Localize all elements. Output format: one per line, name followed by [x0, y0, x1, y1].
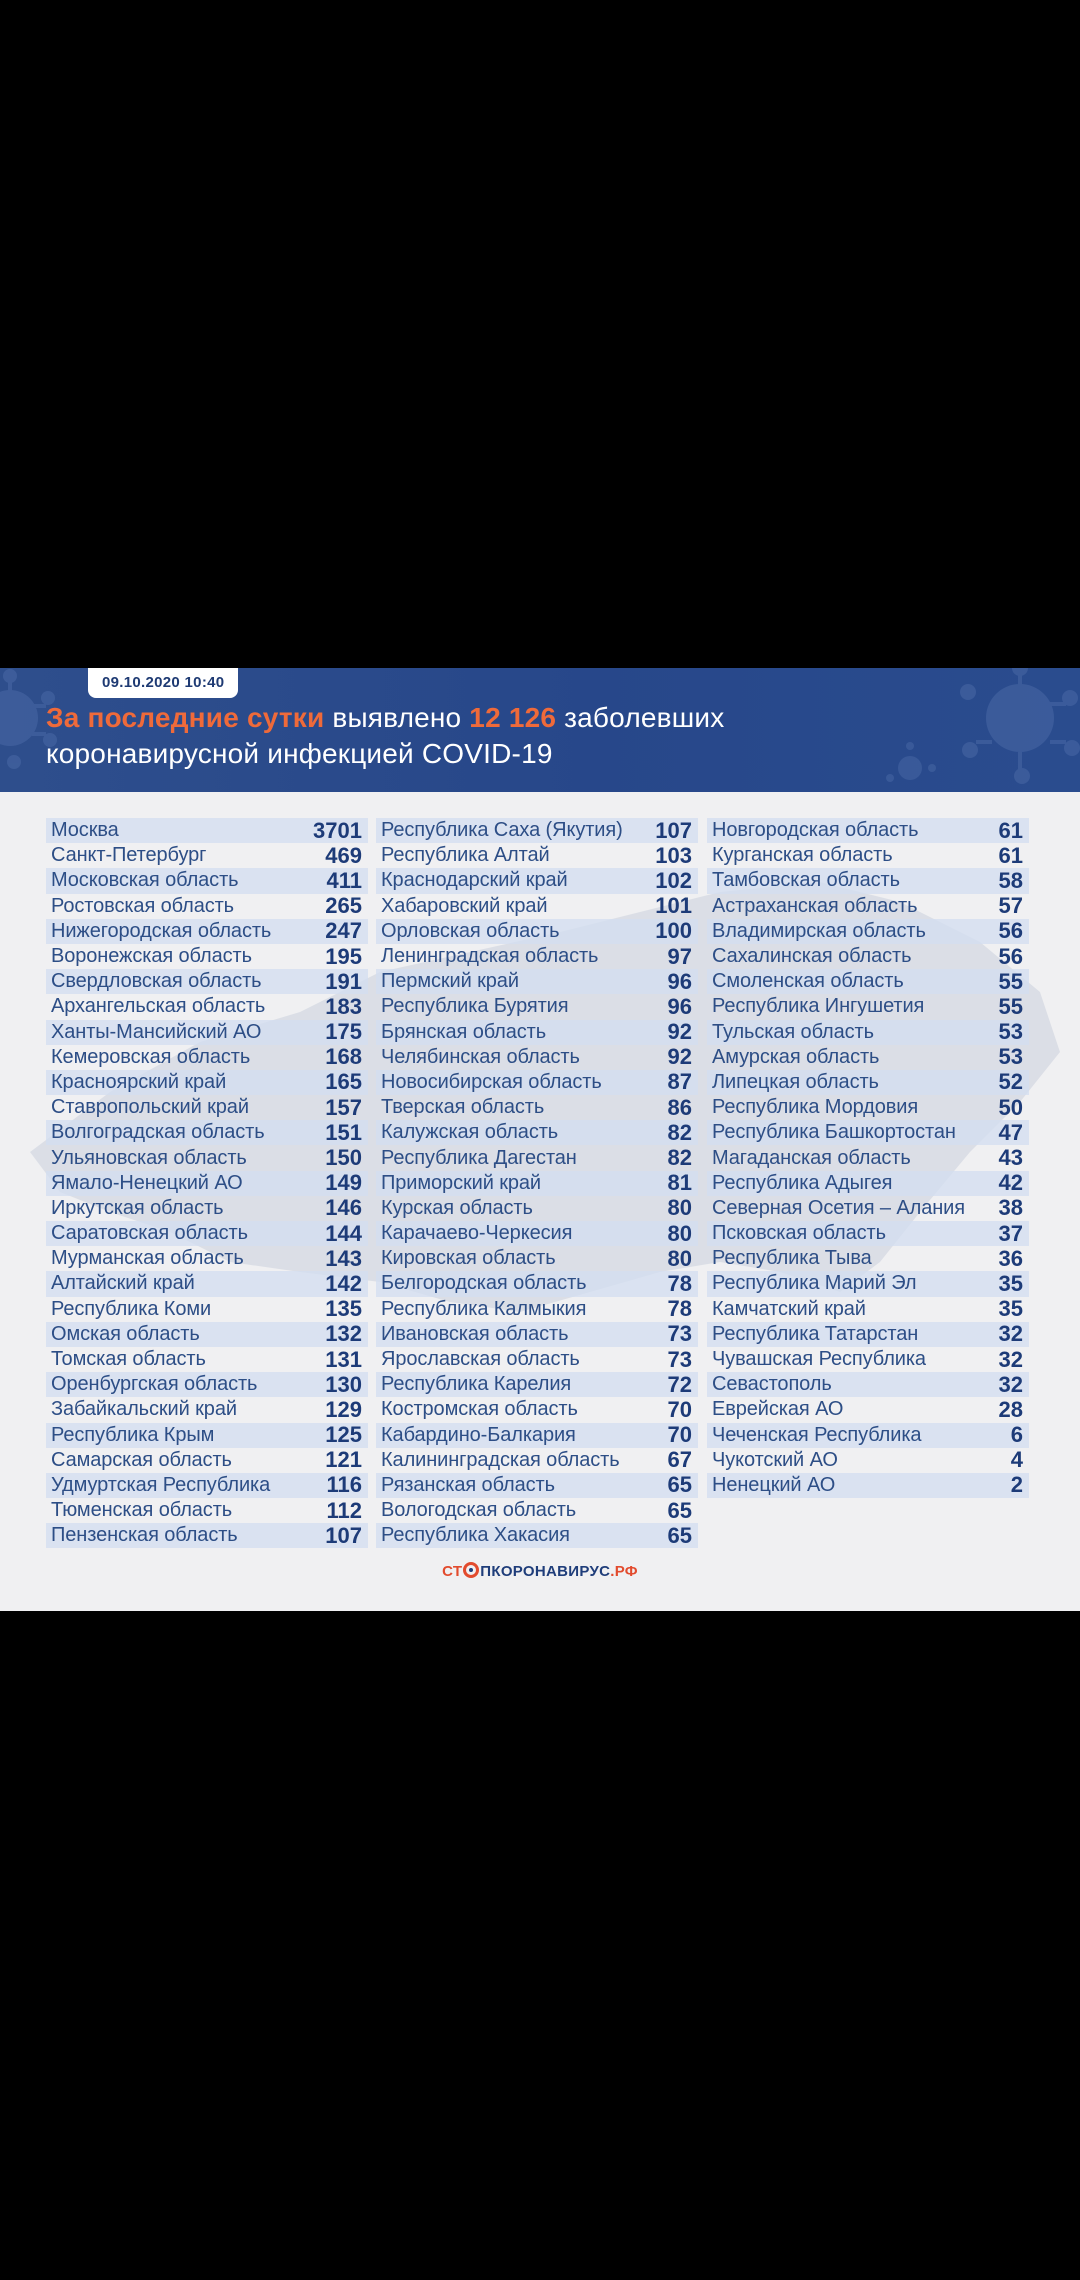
region-row	[376, 1448, 698, 1473]
region-case-count: 80	[667, 1245, 692, 1271]
region-case-count: 96	[667, 993, 692, 1019]
region-case-count: 65	[667, 1472, 692, 1498]
region-name: Владимирская область	[712, 919, 926, 942]
region-case-count: 132	[325, 1321, 362, 1347]
logo-text-mid: ПКОРОНАВИРУС	[480, 1563, 611, 1580]
headline	[46, 700, 946, 772]
region-row	[46, 1322, 368, 1347]
region-row	[707, 1423, 1029, 1448]
region-case-count: 411	[326, 867, 362, 893]
region-name: Свердловская область	[51, 970, 262, 993]
region-case-count: 65	[667, 1522, 692, 1548]
region-name: Костромская область	[381, 1398, 578, 1421]
region-row	[376, 868, 698, 893]
region-row	[376, 1523, 698, 1548]
region-name: Еврейская АО	[712, 1398, 844, 1421]
region-name: Москва	[51, 819, 119, 842]
region-row	[46, 1372, 368, 1397]
region-name: Брянская область	[381, 1020, 547, 1043]
region-row	[707, 1221, 1029, 1246]
region-name: Ставропольский край	[51, 1096, 249, 1119]
region-row	[46, 1423, 368, 1448]
region-name: Орловская область	[381, 919, 560, 942]
region-row	[46, 1020, 368, 1045]
region-name: Республика Алтай	[381, 844, 550, 867]
region-case-count: 125	[325, 1422, 362, 1448]
region-row	[46, 1221, 368, 1246]
region-name: Ярославская область	[381, 1348, 580, 1371]
region-name: Псковская область	[712, 1222, 886, 1245]
region-row	[707, 919, 1029, 944]
region-row	[376, 1271, 698, 1296]
region-name: Пермский край	[381, 970, 519, 993]
region-name: Иркутская область	[51, 1196, 224, 1219]
region-name: Астраханская область	[712, 894, 918, 917]
region-case-count: 87	[667, 1069, 692, 1095]
region-case-count: 6	[1010, 1422, 1023, 1448]
region-name: Санкт-Петербург	[51, 844, 207, 867]
region-case-count: 52	[998, 1069, 1023, 1095]
region-row	[46, 818, 368, 843]
region-row	[46, 1196, 368, 1221]
region-row	[46, 1347, 368, 1372]
region-name: Республика Крым	[51, 1423, 215, 1446]
region-case-count: 157	[325, 1094, 362, 1120]
region-row	[707, 1297, 1029, 1322]
region-case-count: 121	[325, 1447, 362, 1473]
region-row	[376, 1045, 698, 1070]
region-name: Рязанская область	[381, 1473, 555, 1496]
region-row	[376, 818, 698, 843]
region-name: Кемеровская область	[51, 1045, 251, 1068]
region-case-count: 61	[998, 817, 1023, 843]
region-row	[46, 1070, 368, 1095]
region-case-count: 53	[998, 1019, 1023, 1045]
region-row	[376, 1423, 698, 1448]
region-name: Курганская область	[712, 844, 893, 867]
region-name: Республика Тыва	[712, 1247, 872, 1270]
region-case-count: 32	[998, 1371, 1023, 1397]
region-name: Саратовская область	[51, 1222, 248, 1245]
region-case-count: 247	[325, 918, 362, 944]
region-row	[46, 843, 368, 868]
region-case-count: 35	[998, 1296, 1023, 1322]
region-case-count: 56	[998, 918, 1023, 944]
region-row	[46, 994, 368, 1019]
region-row	[376, 1372, 698, 1397]
region-case-count: 96	[667, 968, 692, 994]
region-row	[376, 969, 698, 994]
region-case-count: 80	[667, 1195, 692, 1221]
region-case-count: 142	[325, 1270, 362, 1296]
region-row	[707, 1145, 1029, 1170]
region-name: Республика Хакасия	[381, 1524, 570, 1547]
region-row	[707, 1171, 1029, 1196]
region-row	[46, 1473, 368, 1498]
region-case-count: 116	[326, 1472, 362, 1498]
date-badge: 09.10.2020 10:40	[88, 668, 238, 698]
region-case-count: 55	[998, 993, 1023, 1019]
region-name: Приморский край	[381, 1171, 541, 1194]
region-row	[376, 1221, 698, 1246]
region-case-count: 103	[655, 842, 692, 868]
region-case-count: 191	[325, 968, 362, 994]
region-case-count: 92	[667, 1044, 692, 1070]
region-case-count: 151	[325, 1119, 362, 1145]
region-row	[707, 1020, 1029, 1045]
region-name: Республика Калмыкия	[381, 1297, 587, 1320]
region-name: Воронежская область	[51, 945, 252, 968]
region-case-count: 35	[998, 1270, 1023, 1296]
region-case-count: 82	[667, 1145, 692, 1171]
region-row	[707, 994, 1029, 1019]
region-case-count: 102	[655, 867, 692, 893]
region-name: Белгородская область	[381, 1272, 587, 1295]
region-case-count: 195	[325, 943, 362, 969]
region-name: Омская область	[51, 1322, 200, 1345]
region-case-count: 70	[667, 1422, 692, 1448]
region-case-count: 53	[998, 1044, 1023, 1070]
region-case-count: 81	[667, 1170, 692, 1196]
region-case-count: 144	[325, 1220, 362, 1246]
region-row	[46, 944, 368, 969]
region-case-count: 4	[1010, 1447, 1023, 1473]
region-case-count: 82	[667, 1119, 692, 1145]
region-name: Ивановская область	[381, 1322, 569, 1345]
region-name: Нижегородская область	[51, 919, 272, 942]
region-case-count: 112	[326, 1497, 362, 1523]
region-name: Курская область	[381, 1196, 533, 1219]
region-row	[376, 1171, 698, 1196]
header-banner	[0, 668, 1080, 792]
region-case-count: 73	[667, 1346, 692, 1372]
region-row	[376, 1246, 698, 1271]
region-row	[707, 1120, 1029, 1145]
region-row	[376, 1145, 698, 1170]
region-row	[376, 994, 698, 1019]
region-row	[707, 818, 1029, 843]
region-case-count: 38	[998, 1195, 1023, 1221]
region-case-count: 107	[325, 1522, 362, 1548]
region-name: Хабаровский край	[381, 894, 548, 917]
region-row	[376, 1120, 698, 1145]
regions-column-3	[707, 818, 1029, 1498]
logo-text-right: .РФ	[610, 1563, 638, 1580]
region-name: Вологодская область	[381, 1499, 577, 1522]
region-row	[46, 1297, 368, 1322]
region-name: Камчатский край	[712, 1297, 866, 1320]
region-case-count: 2	[1010, 1472, 1023, 1498]
region-case-count: 43	[998, 1145, 1023, 1171]
region-case-count: 86	[667, 1094, 692, 1120]
region-row	[46, 1271, 368, 1296]
region-name: Ханты-Мансийский АО	[51, 1020, 262, 1043]
headline-count: 12 126	[469, 702, 557, 733]
region-case-count: 55	[998, 968, 1023, 994]
headline-infected: заболевших	[556, 702, 725, 733]
region-row	[376, 1020, 698, 1045]
region-name: Красноярский край	[51, 1070, 227, 1093]
region-name: Карачаево-Черкесия	[381, 1222, 573, 1245]
region-row	[46, 1498, 368, 1523]
region-row	[707, 1372, 1029, 1397]
region-row	[46, 894, 368, 919]
region-row	[46, 1397, 368, 1422]
region-case-count: 265	[325, 893, 362, 919]
region-name: Забайкальский край	[51, 1398, 237, 1421]
region-case-count: 150	[325, 1145, 362, 1171]
region-row	[376, 1070, 698, 1095]
region-case-count: 146	[325, 1195, 362, 1221]
region-case-count: 50	[998, 1094, 1023, 1120]
region-name: Новгородская область	[712, 819, 919, 842]
region-row	[376, 1347, 698, 1372]
region-case-count: 28	[998, 1396, 1023, 1422]
region-row	[707, 894, 1029, 919]
region-case-count: 70	[667, 1396, 692, 1422]
region-case-count: 32	[998, 1346, 1023, 1372]
region-row	[46, 868, 368, 893]
regions-column-2	[376, 818, 698, 1548]
region-row	[46, 1095, 368, 1120]
region-name: Севастополь	[712, 1373, 832, 1396]
headline-detected: выявлено	[324, 702, 470, 733]
headline-line2: коронавирусной инфекцией COVID-19	[46, 738, 553, 769]
region-case-count: 47	[998, 1119, 1023, 1145]
region-case-count: 73	[667, 1321, 692, 1347]
region-case-count: 97	[667, 943, 692, 969]
region-name: Кабардино-Балкария	[381, 1423, 576, 1446]
region-name: Самарская область	[51, 1448, 232, 1471]
region-row	[376, 1196, 698, 1221]
region-row	[46, 1045, 368, 1070]
region-row	[707, 868, 1029, 893]
region-name: Республика Дагестан	[381, 1146, 577, 1169]
covid-infographic	[0, 668, 1080, 1611]
region-name: Калининградская область	[381, 1448, 620, 1471]
region-row	[46, 1171, 368, 1196]
region-row	[376, 1473, 698, 1498]
region-name: Кировская область	[381, 1247, 556, 1270]
region-case-count: 165	[325, 1069, 362, 1095]
region-name: Тверская область	[381, 1096, 545, 1119]
region-row	[707, 1196, 1029, 1221]
region-name: Ненецкий АО	[712, 1473, 836, 1496]
region-row	[376, 1322, 698, 1347]
region-case-count: 56	[998, 943, 1023, 969]
region-name: Новосибирская область	[381, 1070, 602, 1093]
region-case-count: 175	[325, 1019, 362, 1045]
region-row	[707, 1070, 1029, 1095]
region-name: Республика Адыгея	[712, 1171, 893, 1194]
region-row	[707, 1397, 1029, 1422]
region-case-count: 65	[667, 1497, 692, 1523]
region-row	[376, 894, 698, 919]
region-name: Волгоградская область	[51, 1121, 265, 1144]
region-row	[707, 1045, 1029, 1070]
region-row	[707, 1473, 1029, 1498]
region-row	[707, 1448, 1029, 1473]
region-row	[46, 969, 368, 994]
region-case-count: 135	[325, 1296, 362, 1322]
region-name: Тюменская область	[51, 1499, 233, 1522]
region-row	[707, 1246, 1029, 1271]
regions-column-1	[46, 818, 368, 1548]
region-name: Республика Коми	[51, 1297, 212, 1320]
region-name: Ямало-Ненецкий АО	[51, 1171, 243, 1194]
virus-decoration-right-icon	[940, 668, 1080, 792]
region-name: Республика Карелия	[381, 1373, 572, 1396]
region-row	[376, 843, 698, 868]
region-case-count: 57	[998, 893, 1023, 919]
region-name: Оренбургская область	[51, 1373, 258, 1396]
region-case-count: 469	[325, 842, 362, 868]
region-name: Амурская область	[712, 1045, 880, 1068]
region-case-count: 129	[325, 1396, 362, 1422]
region-case-count: 168	[325, 1044, 362, 1070]
region-name: Калужская область	[381, 1121, 559, 1144]
region-name: Удмуртская Республика	[51, 1473, 271, 1496]
region-name: Ленинградская область	[381, 945, 599, 968]
region-case-count: 80	[667, 1220, 692, 1246]
region-name: Республика Саха (Якутия)	[381, 819, 623, 842]
region-case-count: 100	[655, 918, 692, 944]
region-row	[376, 1297, 698, 1322]
region-name: Томская область	[51, 1348, 206, 1371]
region-name: Республика Мордовия	[712, 1096, 919, 1119]
region-name: Республика Ингушетия	[712, 995, 925, 1018]
region-row	[46, 919, 368, 944]
headline-lead: За последние сутки	[46, 702, 325, 733]
region-name: Пензенская область	[51, 1524, 238, 1547]
region-name: Краснодарский край	[381, 869, 568, 892]
region-name: Республика Бурятия	[381, 995, 569, 1018]
region-row	[46, 1145, 368, 1170]
region-row	[707, 1095, 1029, 1120]
region-case-count: 3701	[313, 817, 362, 843]
region-case-count: 42	[998, 1170, 1023, 1196]
region-case-count: 130	[325, 1371, 362, 1397]
region-row	[707, 1347, 1029, 1372]
region-row	[376, 1498, 698, 1523]
region-row	[707, 969, 1029, 994]
region-name: Северная Осетия – Алания	[712, 1196, 965, 1219]
region-row	[46, 1120, 368, 1145]
logo-o-icon	[463, 1562, 479, 1578]
region-row	[707, 944, 1029, 969]
region-name: Республика Татарстан	[712, 1322, 919, 1345]
region-name: Челябинская область	[381, 1045, 580, 1068]
region-case-count: 67	[667, 1447, 692, 1473]
stopcoronavirus-logo[interactable]	[0, 1562, 1080, 1580]
region-name: Ульяновская область	[51, 1146, 247, 1169]
region-case-count: 183	[325, 993, 362, 1019]
region-row	[376, 919, 698, 944]
region-case-count: 101	[655, 893, 692, 919]
region-case-count: 92	[667, 1019, 692, 1045]
region-name: Алтайский край	[51, 1272, 195, 1295]
region-name: Тульская область	[712, 1020, 874, 1043]
region-row	[376, 1095, 698, 1120]
region-name: Республика Башкортостан	[712, 1121, 956, 1144]
region-name: Чеченская Республика	[712, 1423, 922, 1446]
region-row	[46, 1448, 368, 1473]
region-case-count: 143	[325, 1245, 362, 1271]
region-row	[707, 1322, 1029, 1347]
region-name: Магаданская область	[712, 1146, 911, 1169]
region-name: Мурманская область	[51, 1247, 244, 1270]
region-name: Архангельская область	[51, 995, 266, 1018]
region-case-count: 131	[325, 1346, 362, 1372]
region-name: Липецкая область	[712, 1070, 879, 1093]
region-row	[707, 1271, 1029, 1296]
region-name: Московская область	[51, 869, 239, 892]
region-row	[376, 944, 698, 969]
region-case-count: 149	[325, 1170, 362, 1196]
region-case-count: 107	[655, 817, 692, 843]
region-row	[46, 1246, 368, 1271]
region-case-count: 78	[667, 1296, 692, 1322]
region-name: Смоленская область	[712, 970, 904, 993]
region-row	[707, 843, 1029, 868]
region-case-count: 72	[667, 1371, 692, 1397]
region-case-count: 36	[998, 1245, 1023, 1271]
region-row	[46, 1523, 368, 1548]
region-case-count: 58	[998, 867, 1023, 893]
region-name: Ростовская область	[51, 894, 234, 917]
region-case-count: 32	[998, 1321, 1023, 1347]
region-case-count: 78	[667, 1270, 692, 1296]
region-name: Чукотский АО	[712, 1448, 838, 1471]
region-name: Чувашская Республика	[712, 1348, 926, 1371]
logo-text-left: СТ	[442, 1563, 463, 1580]
region-name: Тамбовская область	[712, 869, 900, 892]
region-name: Республика Марий Эл	[712, 1272, 917, 1295]
region-row	[376, 1397, 698, 1422]
region-name: Сахалинская область	[712, 945, 912, 968]
region-case-count: 37	[998, 1220, 1023, 1246]
region-case-count: 61	[998, 842, 1023, 868]
